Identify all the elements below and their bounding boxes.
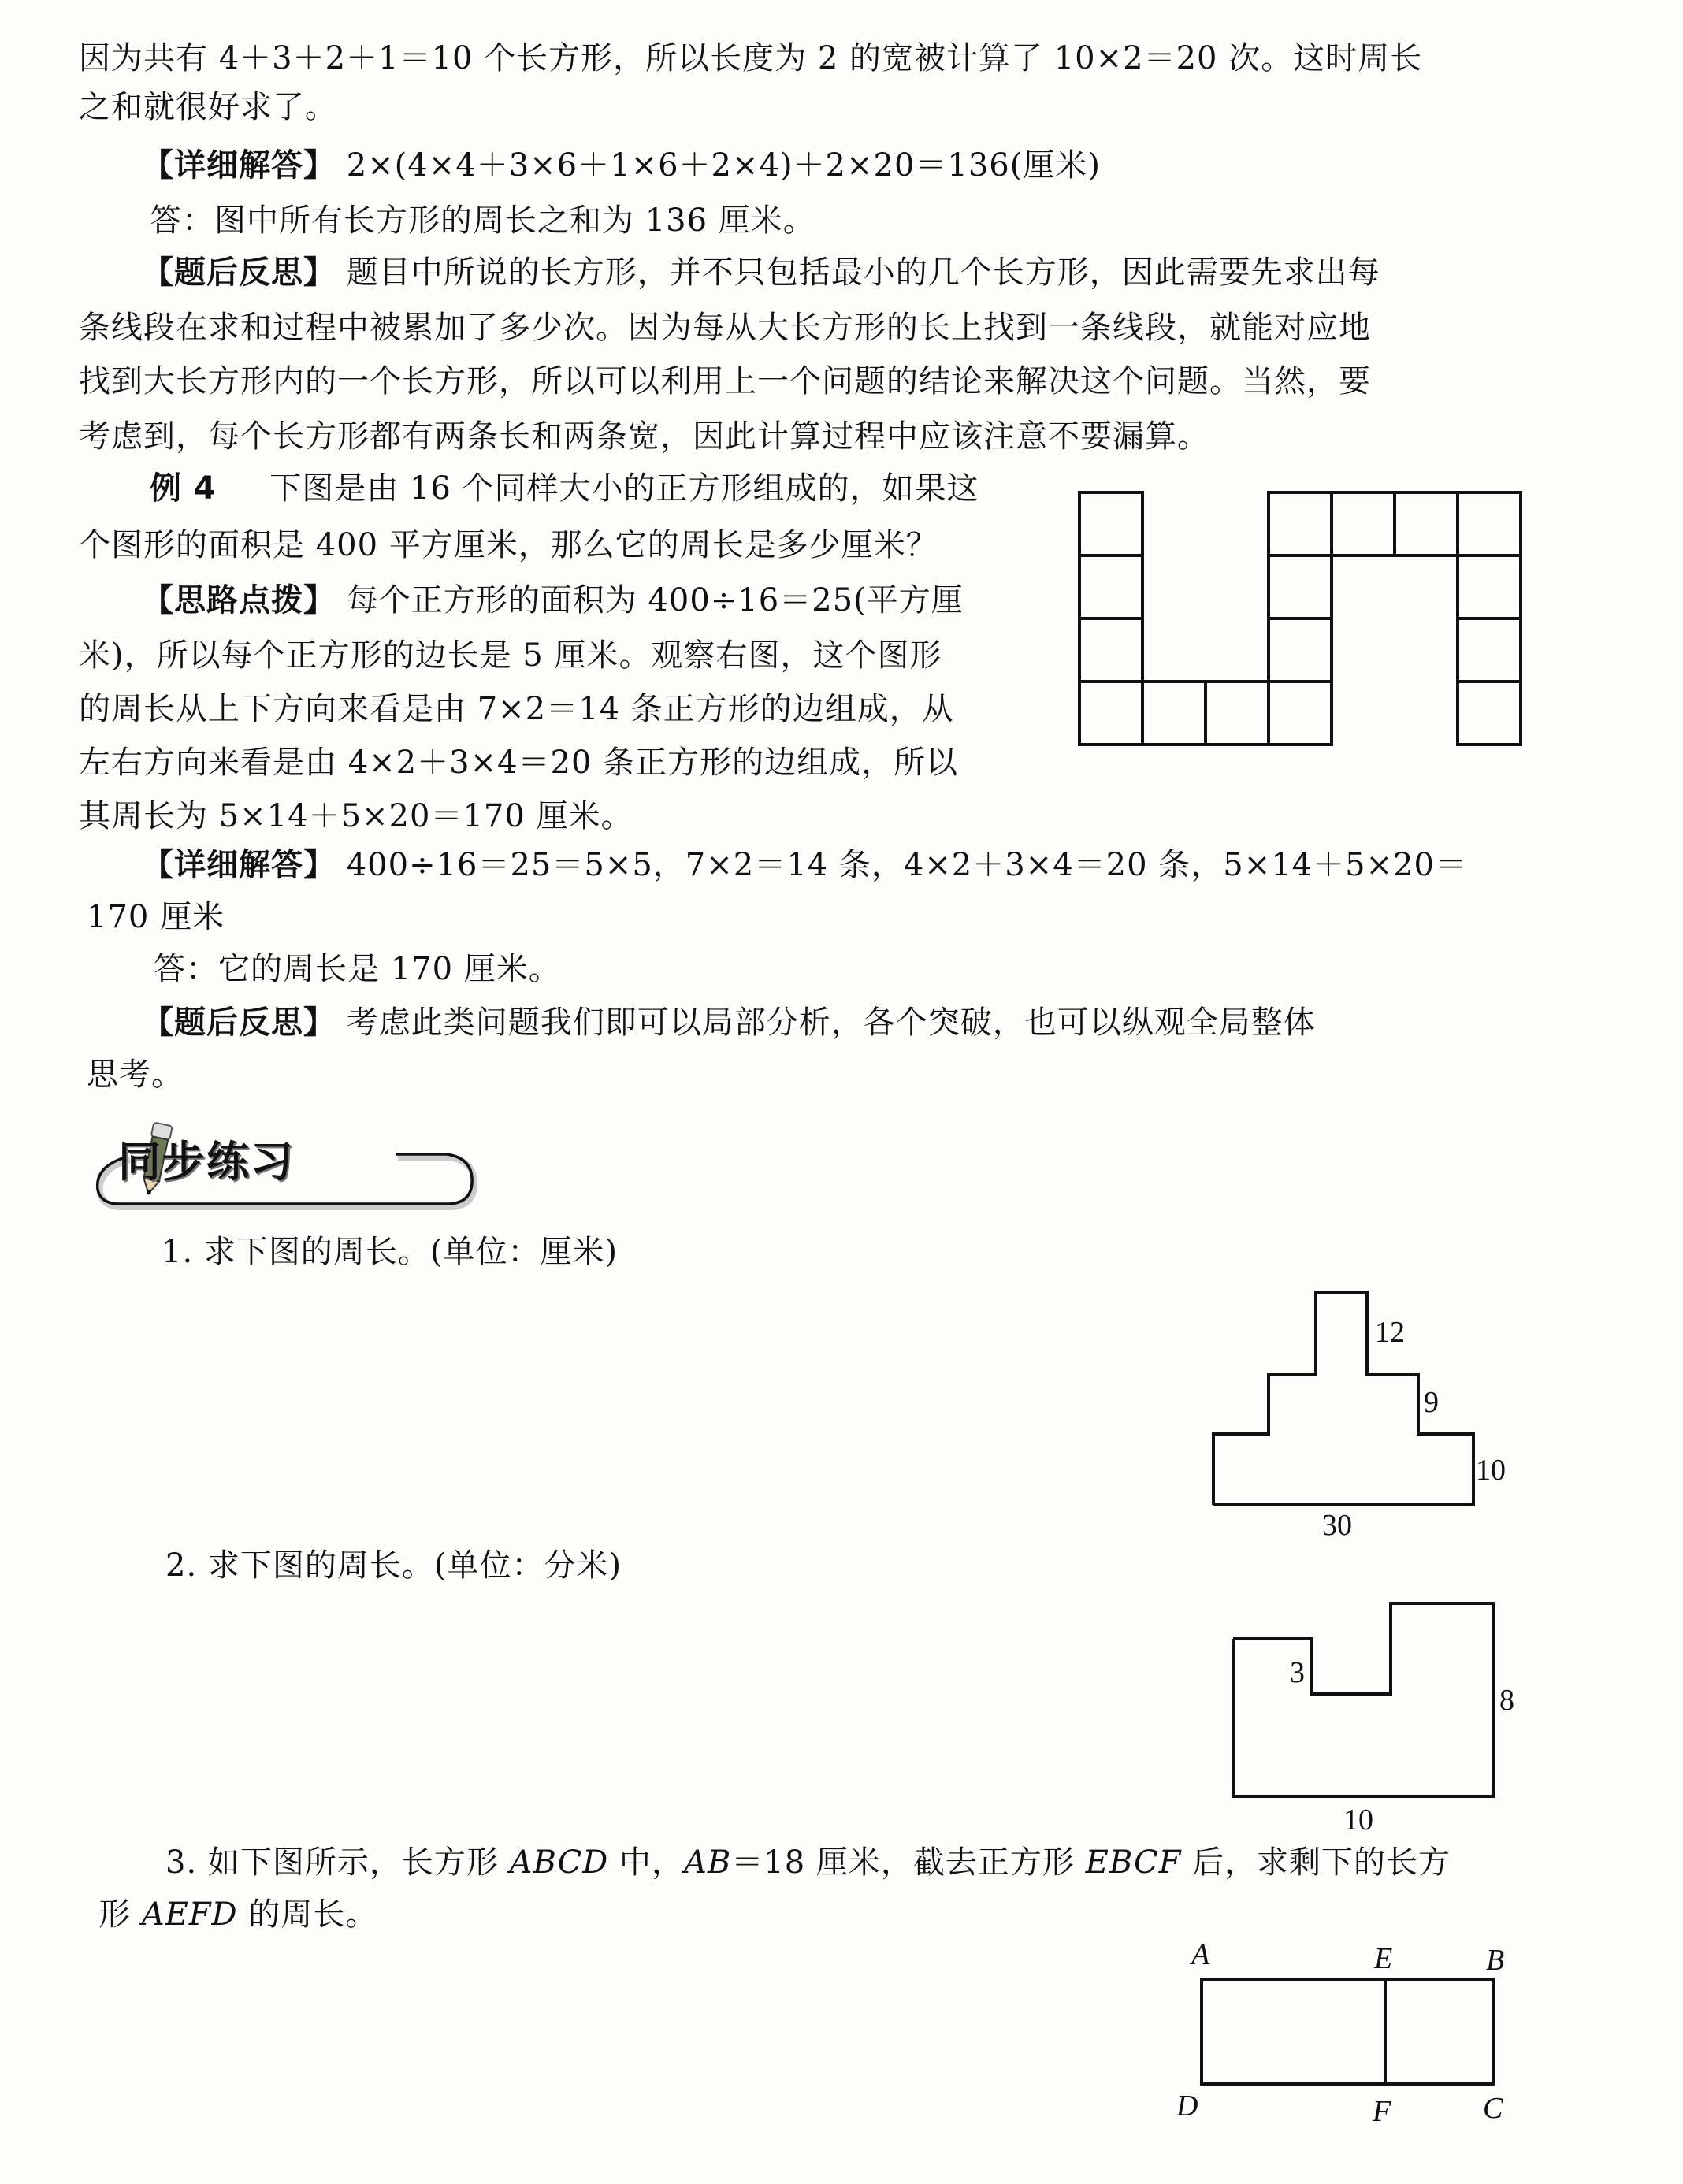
label-8: 8: [1499, 1684, 1514, 1717]
detail-answer-text: 2×(4×4＋3×6＋1×6＋2×4)＋2×20＝136(厘米): [346, 147, 1101, 184]
reflection-tag: 【题后反思】: [142, 254, 336, 291]
point-c: C: [1483, 2092, 1503, 2125]
question-3-figure: [1174, 1930, 1521, 2167]
point-a: A: [1191, 1938, 1210, 1971]
text-fragment: 3. 如下图所示，长方形: [165, 1844, 510, 1881]
text-fragment: 中，: [608, 1844, 685, 1881]
paragraph-line: 170 厘米: [87, 899, 225, 935]
text-fragment: 的周长。: [237, 1896, 378, 1933]
paragraph-line: 之和就很好求了。: [79, 89, 337, 125]
detail-answer-line: [142, 147, 1101, 184]
question-2-figure: [1225, 1599, 1525, 1836]
paragraph-line: 找到大长方形内的一个长方形，所以可以利用上一个问题的结论来解决这个问题。当然，要: [79, 363, 1371, 399]
square-name-ebcf: EBCF: [1085, 1844, 1182, 1881]
segment-ab: AB: [684, 1844, 732, 1881]
text-fragment: 形: [98, 1896, 142, 1933]
reflection-text: 考虑此类问题我们即可以局部分析，各个突破，也可以纵观全局整体: [346, 1005, 1316, 1041]
hint-tag: 【思路点拨】: [142, 582, 336, 618]
text-fragment: ＝18 厘米，截去正方形: [731, 1844, 1086, 1881]
text-fragment: 后，求剩下的长方: [1181, 1844, 1451, 1881]
label-10: 10: [1476, 1454, 1506, 1487]
question-3-text-line2: [98, 1896, 377, 1933]
example-label: 例 4: [150, 470, 217, 507]
paragraph-line: 考虑到，每个长方形都有两条长和两条宽，因此计算过程中应该注意不要漏算。: [79, 418, 1209, 455]
reflection-tag: 【题后反思】: [142, 1005, 336, 1041]
paragraph-line: 米)，所以每个正方形的边长是 5 厘米。观察右图，这个图形: [79, 637, 942, 674]
detail-answer-line: [142, 846, 1467, 884]
example-4-question: [150, 470, 979, 507]
question-text: 下图是由 16 个同样大小的正方形组成的，如果这: [269, 470, 979, 507]
label-10: 10: [1343, 1803, 1373, 1837]
answer-line: 答：它的周长是 170 厘米。: [154, 951, 561, 987]
paragraph-line: 思考。: [87, 1057, 184, 1093]
answer-line: 答：图中所有长方形的周长之和为 136 厘米。: [150, 202, 815, 239]
reflection-line: [142, 254, 1380, 292]
question-1-figure: [1206, 1284, 1536, 1544]
reflection-text: 题目中所说的长方形，并不只包括最小的几个长方形，因此需要先求出每: [346, 254, 1380, 291]
rect-name-abcd: ABCD: [509, 1844, 609, 1881]
label-30: 30: [1322, 1509, 1352, 1542]
detail-answer-text: 400÷16＝25＝5×5，7×2＝14 条，4×2＋3×4＝20 条，5×14＋5×20＝: [346, 847, 1467, 883]
point-f: F: [1373, 2095, 1391, 2128]
paragraph-line: 因为共有 4＋3＋2＋1＝10 个长方形，所以长度为 2 的宽被计算了 10×2＝20 次。这时周长: [79, 40, 1423, 76]
detail-answer-tag: 【详细解答】: [142, 847, 336, 883]
question-2-text: 2. 求下图的周长。(单位：分米): [165, 1547, 622, 1584]
paragraph-line: 条线段在求和过程中被累加了多少次。因为每从大长方形的长上找到一条线段，就能对应地: [79, 310, 1371, 346]
label-9: 9: [1424, 1386, 1439, 1419]
paragraph-line: 个图形的面积是 400 平方厘米，那么它的周长是多少厘米？: [79, 527, 938, 563]
rect-name-aefd: AEFD: [141, 1896, 238, 1933]
point-b: B: [1486, 1944, 1505, 1977]
label-12: 12: [1375, 1316, 1405, 1349]
paragraph-line: 其周长为 5×14＋5×20＝170 厘米。: [79, 798, 633, 834]
reflection-line: [142, 1004, 1316, 1042]
paragraph-line: 左右方向来看是由 4×2＋3×4＝20 条正方形的边组成，所以: [79, 745, 959, 781]
hint-line: [142, 581, 964, 619]
example-4-figure: [1076, 488, 1525, 756]
point-e: E: [1374, 1942, 1393, 1975]
point-d: D: [1176, 2089, 1198, 2123]
label-3: 3: [1290, 1656, 1305, 1689]
question-3-text-line1: [165, 1844, 1451, 1881]
paragraph-line: 的周长从上下方向来看是由 7×2＝14 条正方形的边组成，从: [79, 691, 954, 727]
section-title: 同步练习: [118, 1137, 295, 1187]
hint-text: 每个正方形的面积为 400÷16＝25(平方厘: [346, 582, 964, 618]
question-1-text: 1. 求下图的周长。(单位：厘米): [162, 1234, 619, 1270]
detail-answer-tag: 【详细解答】: [142, 147, 336, 184]
